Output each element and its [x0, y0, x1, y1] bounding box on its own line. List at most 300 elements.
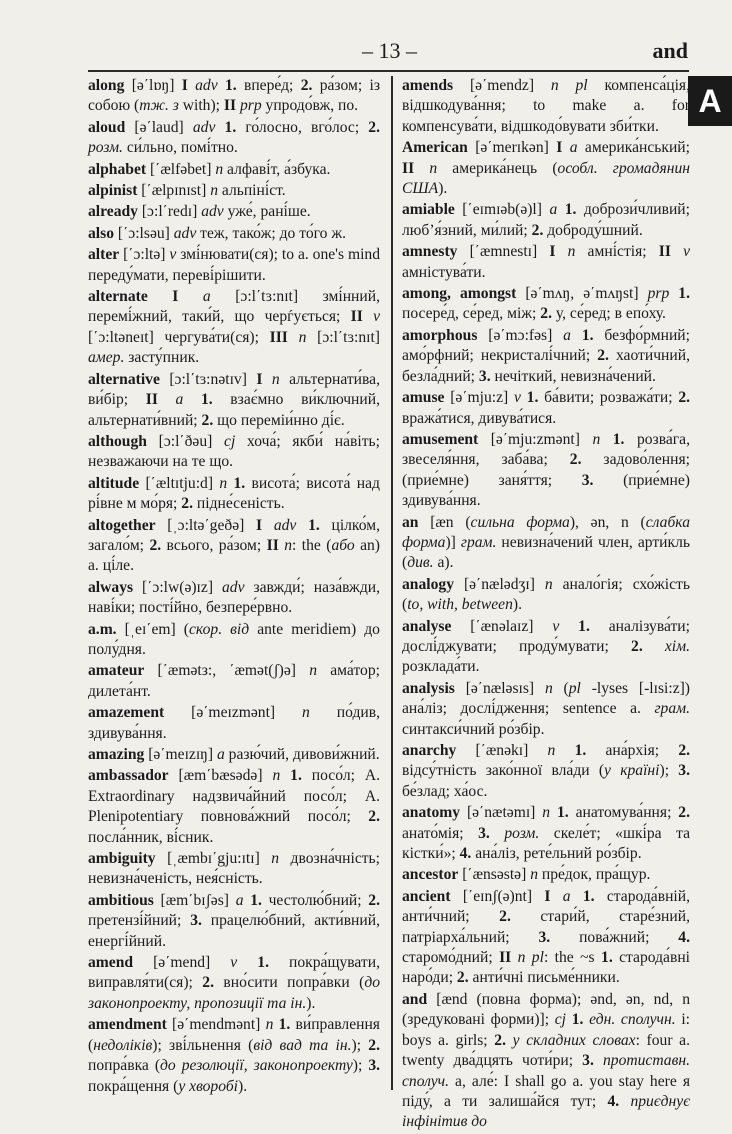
- headword: alter: [88, 246, 120, 264]
- sense-number: 2.: [678, 742, 691, 759]
- usage-label: або: [331, 536, 355, 554]
- sense-number: I: [544, 887, 551, 905]
- definition-text: [262, 371, 271, 388]
- definition-text: );: [351, 1036, 369, 1054]
- headword: anatomy: [402, 804, 461, 822]
- definition-text: [ɔ:l΄ðəu]: [146, 432, 225, 450]
- headword: altitude: [88, 474, 140, 492]
- definition-text: [571, 888, 583, 905]
- usage-label: до законопроекту, пропозиції та ін.: [88, 974, 380, 1012]
- definition-text: [158, 391, 176, 408]
- usage-label: див.: [407, 554, 434, 572]
- dictionary-entry: [88, 160, 380, 180]
- sense-number: 2.: [678, 389, 691, 407]
- sense-number: 3.: [581, 471, 594, 489]
- sense-number: 2.: [456, 969, 469, 987]
- definition-text: [ə΄mju:z]: [444, 389, 514, 407]
- sense-number: 2.: [300, 77, 313, 94]
- dictionary-entry: [88, 953, 380, 1014]
- definition-text: ), ən, n (: [569, 513, 646, 531]
- definition-text: [΄ænəkɪ]: [456, 742, 548, 759]
- definition-text: [ə΄næləsɪs]: [454, 679, 545, 697]
- definition-text: претензі́йний;: [88, 912, 191, 930]
- dictionary-entry: [402, 575, 690, 616]
- headword: among, amongst: [402, 285, 517, 303]
- definition-text: [ɔ:l΄redɪ]: [137, 203, 202, 221]
- headword: an: [402, 513, 419, 531]
- definition-text: цілко́м, загало́м;: [88, 516, 380, 554]
- definition-text: хаоти́чний, безла́дний;: [402, 347, 690, 385]
- sense-number: III: [269, 328, 288, 346]
- definition-text: засту́пник.: [124, 349, 200, 367]
- definition-text: [ə΄nælədʒɪ]: [454, 575, 545, 593]
- page-number: – 13 –: [362, 38, 417, 63]
- dictionary-entry: [402, 76, 690, 137]
- dictionary-entry: [88, 516, 380, 577]
- headword: ambassador: [88, 767, 169, 785]
- running-head: and: [652, 38, 688, 63]
- sense-number: 1.: [200, 391, 213, 409]
- usage-label: n: [542, 804, 551, 822]
- sense-number: 2.: [368, 118, 380, 136]
- usage-label: n: [302, 704, 310, 722]
- sense-number: 3.: [678, 762, 690, 780]
- definition-text: [΄ɔ:ltəneɪt] чергува́ти(ся);: [88, 328, 270, 346]
- definition-text: )]: [445, 533, 461, 551]
- definition-text: [΄eɪmɪəb(ə)l]: [454, 201, 550, 219]
- sense-number: 2.: [181, 495, 193, 513]
- definition-text: упродо́вж, по.: [261, 97, 359, 115]
- headword: a.m.: [88, 620, 117, 638]
- usage-label: до резолюції, законопроекту: [160, 1057, 353, 1075]
- sense-number: 1.: [257, 954, 269, 972]
- definition-text: [363, 308, 373, 325]
- usage-label: pl: [568, 679, 581, 697]
- headword: altogether: [88, 516, 156, 534]
- definition-text: ана́ліз, рете́льний ро́збір.: [471, 845, 642, 863]
- usage-label: adv: [201, 203, 224, 221]
- sense-number: I: [256, 516, 263, 534]
- letter-thumb-tab[interactable]: A: [688, 76, 732, 126]
- sense-number: 1.: [224, 118, 237, 136]
- usage-label: від вад та ін.: [253, 1036, 352, 1054]
- definition-text: [ə΄meɪzɪŋ]: [144, 746, 217, 763]
- definition-text: [280, 767, 290, 784]
- definition-text: with);: [178, 97, 224, 115]
- sense-number: 3.: [582, 1052, 594, 1070]
- definition-text: [414, 160, 429, 177]
- headword: ancestor: [402, 866, 459, 884]
- definition-text: [ɔ:l΄tɜ:nətɪv]: [159, 370, 257, 388]
- usage-label: n: [210, 182, 218, 200]
- definition-text: [ɔ:l΄tɜ:nɪt] змі́нний, перемі́жний, таки́й, що черѓується;: [88, 288, 380, 326]
- usage-label: a: [216, 746, 225, 763]
- definition-text: [571, 327, 582, 344]
- sense-number: I: [256, 370, 263, 388]
- dictionary-entry: [402, 679, 690, 740]
- sense-number: 1.: [224, 77, 237, 94]
- definition-text: [555, 243, 567, 260]
- sense-number: 1.: [582, 887, 595, 905]
- headword: ambiguity: [88, 850, 156, 868]
- definition-text: алфаві́т, а́збука.: [223, 160, 331, 178]
- sense-number: 2.: [540, 305, 552, 323]
- definition-text: (прие́мне) здивува́ння.: [402, 471, 690, 510]
- usage-label: v: [230, 954, 238, 972]
- definition-text: [ə΄merɪkən]: [467, 139, 557, 157]
- headword: analogy: [402, 575, 454, 593]
- definition-text: [ænd (повна форма); ənd, ən, nd, n (зредуковані форми)];: [402, 990, 690, 1029]
- definition-text: [550, 804, 557, 821]
- definition-text: [΄ælfəbet]: [146, 160, 216, 178]
- definition-text: анти́чні письме́нники.: [468, 969, 620, 987]
- usage-label: n: [284, 536, 293, 554]
- definition-text: завжди́; наза́вжди, наві́ки; пості́йно, безпере́рвно.: [88, 578, 380, 617]
- sense-number: 4.: [607, 1092, 620, 1110]
- usage-label: n: [272, 767, 281, 785]
- definition-text: вно́сити попра́вки (: [214, 974, 365, 992]
- sense-number: 2.: [631, 637, 643, 655]
- definition-text: i: boys a. girls;: [402, 1011, 691, 1049]
- definition-text: уже́, рані́ше.: [223, 203, 311, 221]
- usage-label: розм.: [504, 824, 540, 842]
- usage-label: a: [175, 391, 184, 409]
- definition-text: [555, 742, 574, 759]
- usage-label: n pl: [517, 949, 544, 967]
- definition-text: аналізува́ти; дослі́джувати; проду́мувати;: [402, 617, 690, 655]
- usage-label: грам.: [654, 700, 690, 718]
- sense-number: 3.: [190, 912, 202, 930]
- usage-label: n: [592, 430, 601, 448]
- definition-text: ).: [512, 596, 522, 614]
- usage-label: n: [544, 679, 553, 697]
- usage-label: a: [569, 139, 578, 157]
- usage-label: грам.: [460, 533, 497, 551]
- definition-text: [262, 517, 274, 534]
- sense-number: 1.: [571, 1011, 584, 1029]
- definition-text: альпіні́ст.: [217, 182, 286, 200]
- dictionary-entry: [88, 202, 380, 222]
- definition-text: анатомува́ння;: [568, 804, 679, 822]
- headword: alternative: [88, 370, 160, 388]
- usage-label: n: [429, 159, 438, 177]
- definition-text: вража́тися, дивува́тися.: [402, 409, 557, 427]
- definition-text: [΄æltɪtju:d]: [139, 474, 220, 492]
- definition-text: америка́нець (: [437, 159, 558, 177]
- usage-label: n: [530, 866, 538, 884]
- dictionary-entry: [88, 432, 380, 473]
- usage-label: adv: [173, 224, 197, 242]
- usage-label: недоліків: [93, 1036, 153, 1054]
- usage-label: n: [298, 328, 307, 346]
- headword: amiable: [402, 201, 455, 219]
- definition-text: нечіткий, невизна́чений.: [490, 367, 656, 385]
- definition-text: безфо́рмний; амо́рфний; некристалі́чний;: [402, 326, 690, 365]
- usage-label: n pl: [550, 77, 588, 94]
- definition-text: амні́стія;: [575, 243, 659, 261]
- usage-label: приєднує інфінітив до: [402, 1092, 690, 1131]
- usage-label: скор. від: [188, 620, 250, 638]
- definition-text: посере́д, се́ред, між;: [402, 305, 541, 323]
- definition-text: [550, 888, 562, 905]
- definition-text: [΄ænəlaɪz]: [451, 617, 553, 635]
- sense-number: I: [172, 288, 179, 306]
- sense-number: 1.: [308, 516, 320, 534]
- definition-text: всього, ра́зом;: [161, 536, 267, 554]
- definition-text: [ə΄mend]: [133, 954, 231, 972]
- definition-text: працелю́бний, акти́вний, енергі́йний.: [88, 912, 380, 950]
- dictionary-entry: [402, 138, 690, 199]
- usage-label: n: [265, 1016, 274, 1034]
- dictionary-entry: [88, 224, 380, 244]
- definition-text: [æm΄bæsədə]: [168, 767, 273, 785]
- dictionary-entry: [402, 887, 690, 989]
- definition-text: взає́мно ви́ключний, альтернати́вний;: [88, 391, 380, 429]
- page-header: [0, 38, 732, 68]
- definition-text: [215, 119, 224, 136]
- definition-text: : four a. twenty два́дцять чоти́ри;: [402, 1031, 690, 1070]
- headword: also: [88, 224, 114, 242]
- column-divider: [391, 76, 393, 1090]
- usage-label: v: [169, 246, 177, 264]
- usage-label: v: [373, 308, 380, 326]
- sense-number: I: [556, 139, 563, 157]
- usage-label: тж. з: [139, 97, 179, 115]
- definition-text: синтакси́чний ро́збір.: [402, 720, 545, 738]
- headword: anarchy: [402, 742, 457, 759]
- usage-label: v: [552, 617, 560, 635]
- definition-text: [557, 201, 564, 218]
- definition-text: покра́щення (: [88, 1077, 179, 1095]
- definition-text: [ə΄mju:zmənt]: [478, 430, 593, 448]
- definition-text: [490, 825, 505, 842]
- definition-text: [æn (: [418, 513, 471, 531]
- usage-label: to, with, between: [407, 596, 513, 614]
- definition-text: попра́вка (: [88, 1057, 161, 1075]
- headword: ancient: [402, 887, 451, 905]
- sense-number: 2.: [531, 221, 544, 239]
- dictionary-entry: [88, 578, 380, 619]
- usage-label: у хворобі: [178, 1077, 238, 1095]
- sense-number: 2.: [569, 451, 582, 469]
- usage-label: у країні: [604, 762, 660, 780]
- sense-number: 2.: [202, 974, 214, 992]
- definition-text: ра́зом; із собою (: [88, 77, 380, 115]
- definition-text: [671, 243, 683, 260]
- definition-text: [669, 285, 678, 302]
- definition-text: анато́мія;: [402, 824, 479, 842]
- sense-number: 1.: [278, 1016, 291, 1034]
- definition-text: що переміи́нно ді́є.: [213, 411, 345, 429]
- definition-text: [΄æmətз:, ΄æmət(ʃ)ə]: [144, 662, 310, 680]
- definition-text: америка́нський;: [577, 139, 690, 157]
- definition-text: [΄ɔ:lw(ə)ɪz]: [133, 578, 222, 596]
- definition-text: [æm΄bɪʃəs]: [153, 891, 236, 909]
- usage-label: n: [567, 243, 576, 261]
- usage-label: амер.: [88, 349, 125, 367]
- definition-text: [148, 288, 173, 305]
- definition-text: [΄æmnestɪ]: [457, 243, 550, 261]
- headword: and: [402, 990, 428, 1008]
- definition-text: [ə΄mendz]: [453, 77, 551, 94]
- headword: alpinist: [88, 182, 138, 200]
- definition-text: ).: [306, 994, 316, 1012]
- definition-text: задово́лення; (прие́мне) заня́ття;: [402, 451, 690, 489]
- definition-text: пова́жний;: [550, 928, 679, 946]
- definition-text: стари́й, старе́зний, патріарха́льний;: [402, 908, 690, 946]
- definition-text: [183, 391, 201, 408]
- usage-label: adv: [192, 118, 216, 136]
- usage-label: a: [235, 891, 244, 909]
- left-column: [88, 76, 380, 1098]
- definition-text: посла́нник, ві́сник.: [88, 828, 214, 846]
- headword: already: [88, 203, 138, 221]
- definition-text: невизна́чений член, арти́кль (: [402, 533, 690, 572]
- definition-text: (: [552, 679, 569, 697]
- usage-label: едн. сполучн.: [589, 1011, 676, 1029]
- sense-number: 3.: [478, 367, 491, 385]
- usage-label: n: [271, 850, 280, 868]
- usage-label: особл. громадянин США: [402, 159, 691, 198]
- usage-label: adv: [195, 77, 218, 94]
- definition-text: ).: [238, 1077, 248, 1095]
- usage-label: n: [547, 742, 556, 759]
- headword: alphabet: [88, 160, 147, 178]
- sense-number: 1.: [250, 891, 262, 909]
- definition-text: ана́рхія;: [586, 742, 679, 759]
- sense-number: 3.: [478, 824, 490, 842]
- headword: always: [88, 578, 134, 596]
- headword: analysis: [402, 679, 455, 697]
- definition-text: підне́сеність.: [193, 495, 285, 513]
- sense-number: 1.: [564, 201, 577, 219]
- definition-text: [΄ɔ:lsəu]: [114, 224, 174, 242]
- definition-text: [594, 1052, 603, 1069]
- definition-text: амністува́ти.: [402, 263, 486, 281]
- usage-label: протиставн. сполуч.: [402, 1052, 690, 1090]
- sense-number: 4.: [459, 845, 472, 863]
- headword: amazement: [88, 704, 165, 722]
- definition-text: [288, 329, 299, 346]
- usage-label: розм.: [88, 139, 123, 157]
- header-rule: [88, 70, 689, 72]
- headword: amend: [88, 954, 134, 972]
- definition-text: впере́д;: [236, 77, 301, 94]
- definition-text: ante meridiem) до полу́дня.: [88, 620, 380, 658]
- definition-text: розклада́ти.: [402, 658, 480, 676]
- usage-label: cj: [554, 1011, 567, 1029]
- definition-text: компенса́ція, відшкодува́ння; to make a. for компенсува́ти, відшкодо́вувати зби́тки.: [402, 77, 690, 135]
- headword: amorphous: [402, 326, 478, 344]
- headword: along: [88, 77, 125, 94]
- headword: amnesty: [402, 243, 458, 261]
- sense-number: II: [658, 243, 671, 261]
- sense-number: 3.: [368, 1057, 381, 1075]
- definition-text: доброду́шний.: [543, 221, 643, 239]
- definition-text: [ˌæmbɪ΄gju:ɪtɪ]: [155, 850, 272, 868]
- usage-label: у складних словах: [512, 1031, 636, 1049]
- headword: amends: [402, 77, 454, 94]
- headword: alternate: [88, 288, 148, 306]
- headword: although: [88, 432, 147, 450]
- definition-text: [΄ɔ:ltə]: [119, 246, 170, 264]
- definition-text: хоча́; якби́ на́віть; незважаючи на те що.: [88, 432, 380, 471]
- dictionary-entry: [402, 242, 690, 283]
- dictionary-entry: [402, 513, 690, 574]
- sense-number: II: [499, 949, 512, 967]
- usage-label: a: [563, 326, 571, 344]
- definition-text: [ə΄meɪzmənt]: [164, 704, 303, 722]
- dictionary-entry: [88, 76, 380, 117]
- definition-text: відсу́тність зако́нної вла́ди (: [402, 762, 605, 780]
- usage-label: cj: [224, 432, 236, 450]
- definition-text: [΄ælpɪnɪst]: [137, 182, 211, 200]
- definition-text: пре́док, пра́щур.: [537, 866, 651, 884]
- sense-number: II: [266, 536, 279, 554]
- dictionary-entry: [402, 284, 690, 325]
- usage-label: a: [549, 201, 558, 219]
- dictionary-entry: [88, 891, 380, 952]
- definition-text: альтернати́ва, ви́бір;: [88, 370, 381, 409]
- sense-number: 3.: [538, 928, 551, 946]
- dictionary-entry: [88, 118, 380, 159]
- definition-text: разю́чий, дивови́жний.: [224, 746, 380, 763]
- headword: amuse: [402, 389, 445, 407]
- definition-text: );: [659, 762, 679, 780]
- definition-text: бе́злад; ха́ос.: [402, 782, 488, 800]
- definition-text: [559, 618, 578, 635]
- definition-text: анало́гія; схо́жість (: [402, 575, 690, 614]
- dictionary-entry: [88, 1015, 380, 1097]
- usage-label: v: [513, 389, 521, 407]
- dictionary-entry: [88, 620, 380, 661]
- definition-text: честолю́бний;: [261, 891, 369, 909]
- dictionary-entry: [88, 849, 380, 890]
- headword: American: [402, 139, 468, 157]
- sense-number: II: [145, 391, 158, 409]
- definition-text: [ˌɔ:ltə΄geðə]: [155, 516, 257, 534]
- definition-text: [ə΄mʌŋ, ə΄mʌŋst]: [516, 285, 648, 303]
- sense-number: 2.: [678, 804, 690, 822]
- dictionary-entry: [88, 181, 380, 201]
- usage-label: сильна форма: [470, 513, 570, 531]
- definition-text: покра́щувати, виправля́ти(ся);: [88, 954, 380, 992]
- definition-text: скеле́т; «шкі́ра та кістки́»;: [402, 824, 691, 863]
- definition-text: [΄eɪnʃ(ə)nt]: [450, 887, 545, 905]
- dictionary-entry: [88, 745, 380, 765]
- sense-number: 1.: [581, 326, 594, 344]
- sense-number: II: [223, 97, 237, 115]
- sense-number: 1.: [290, 767, 302, 785]
- definition-text: [΄ænsəstə]: [458, 866, 531, 884]
- sense-number: II: [402, 159, 415, 177]
- sense-number: 1.: [526, 389, 539, 407]
- dictionary-entry: [402, 865, 690, 885]
- sense-number: 2.: [149, 536, 162, 554]
- definition-text: ама́тор; дилета́нт.: [88, 662, 380, 700]
- sense-number: 4.: [678, 928, 690, 946]
- dictionary-entry: [402, 326, 690, 387]
- usage-label: n: [219, 474, 228, 492]
- definition-text: [619, 1093, 630, 1110]
- dictionary-entry: [402, 803, 690, 864]
- definition-text: an) a. ці́ле.: [88, 536, 380, 575]
- dictionary-entry: [88, 287, 380, 369]
- definition-text: [218, 77, 225, 94]
- usage-label: adv: [221, 578, 245, 596]
- headword: amendment: [88, 1016, 167, 1034]
- sense-number: 2.: [368, 891, 380, 909]
